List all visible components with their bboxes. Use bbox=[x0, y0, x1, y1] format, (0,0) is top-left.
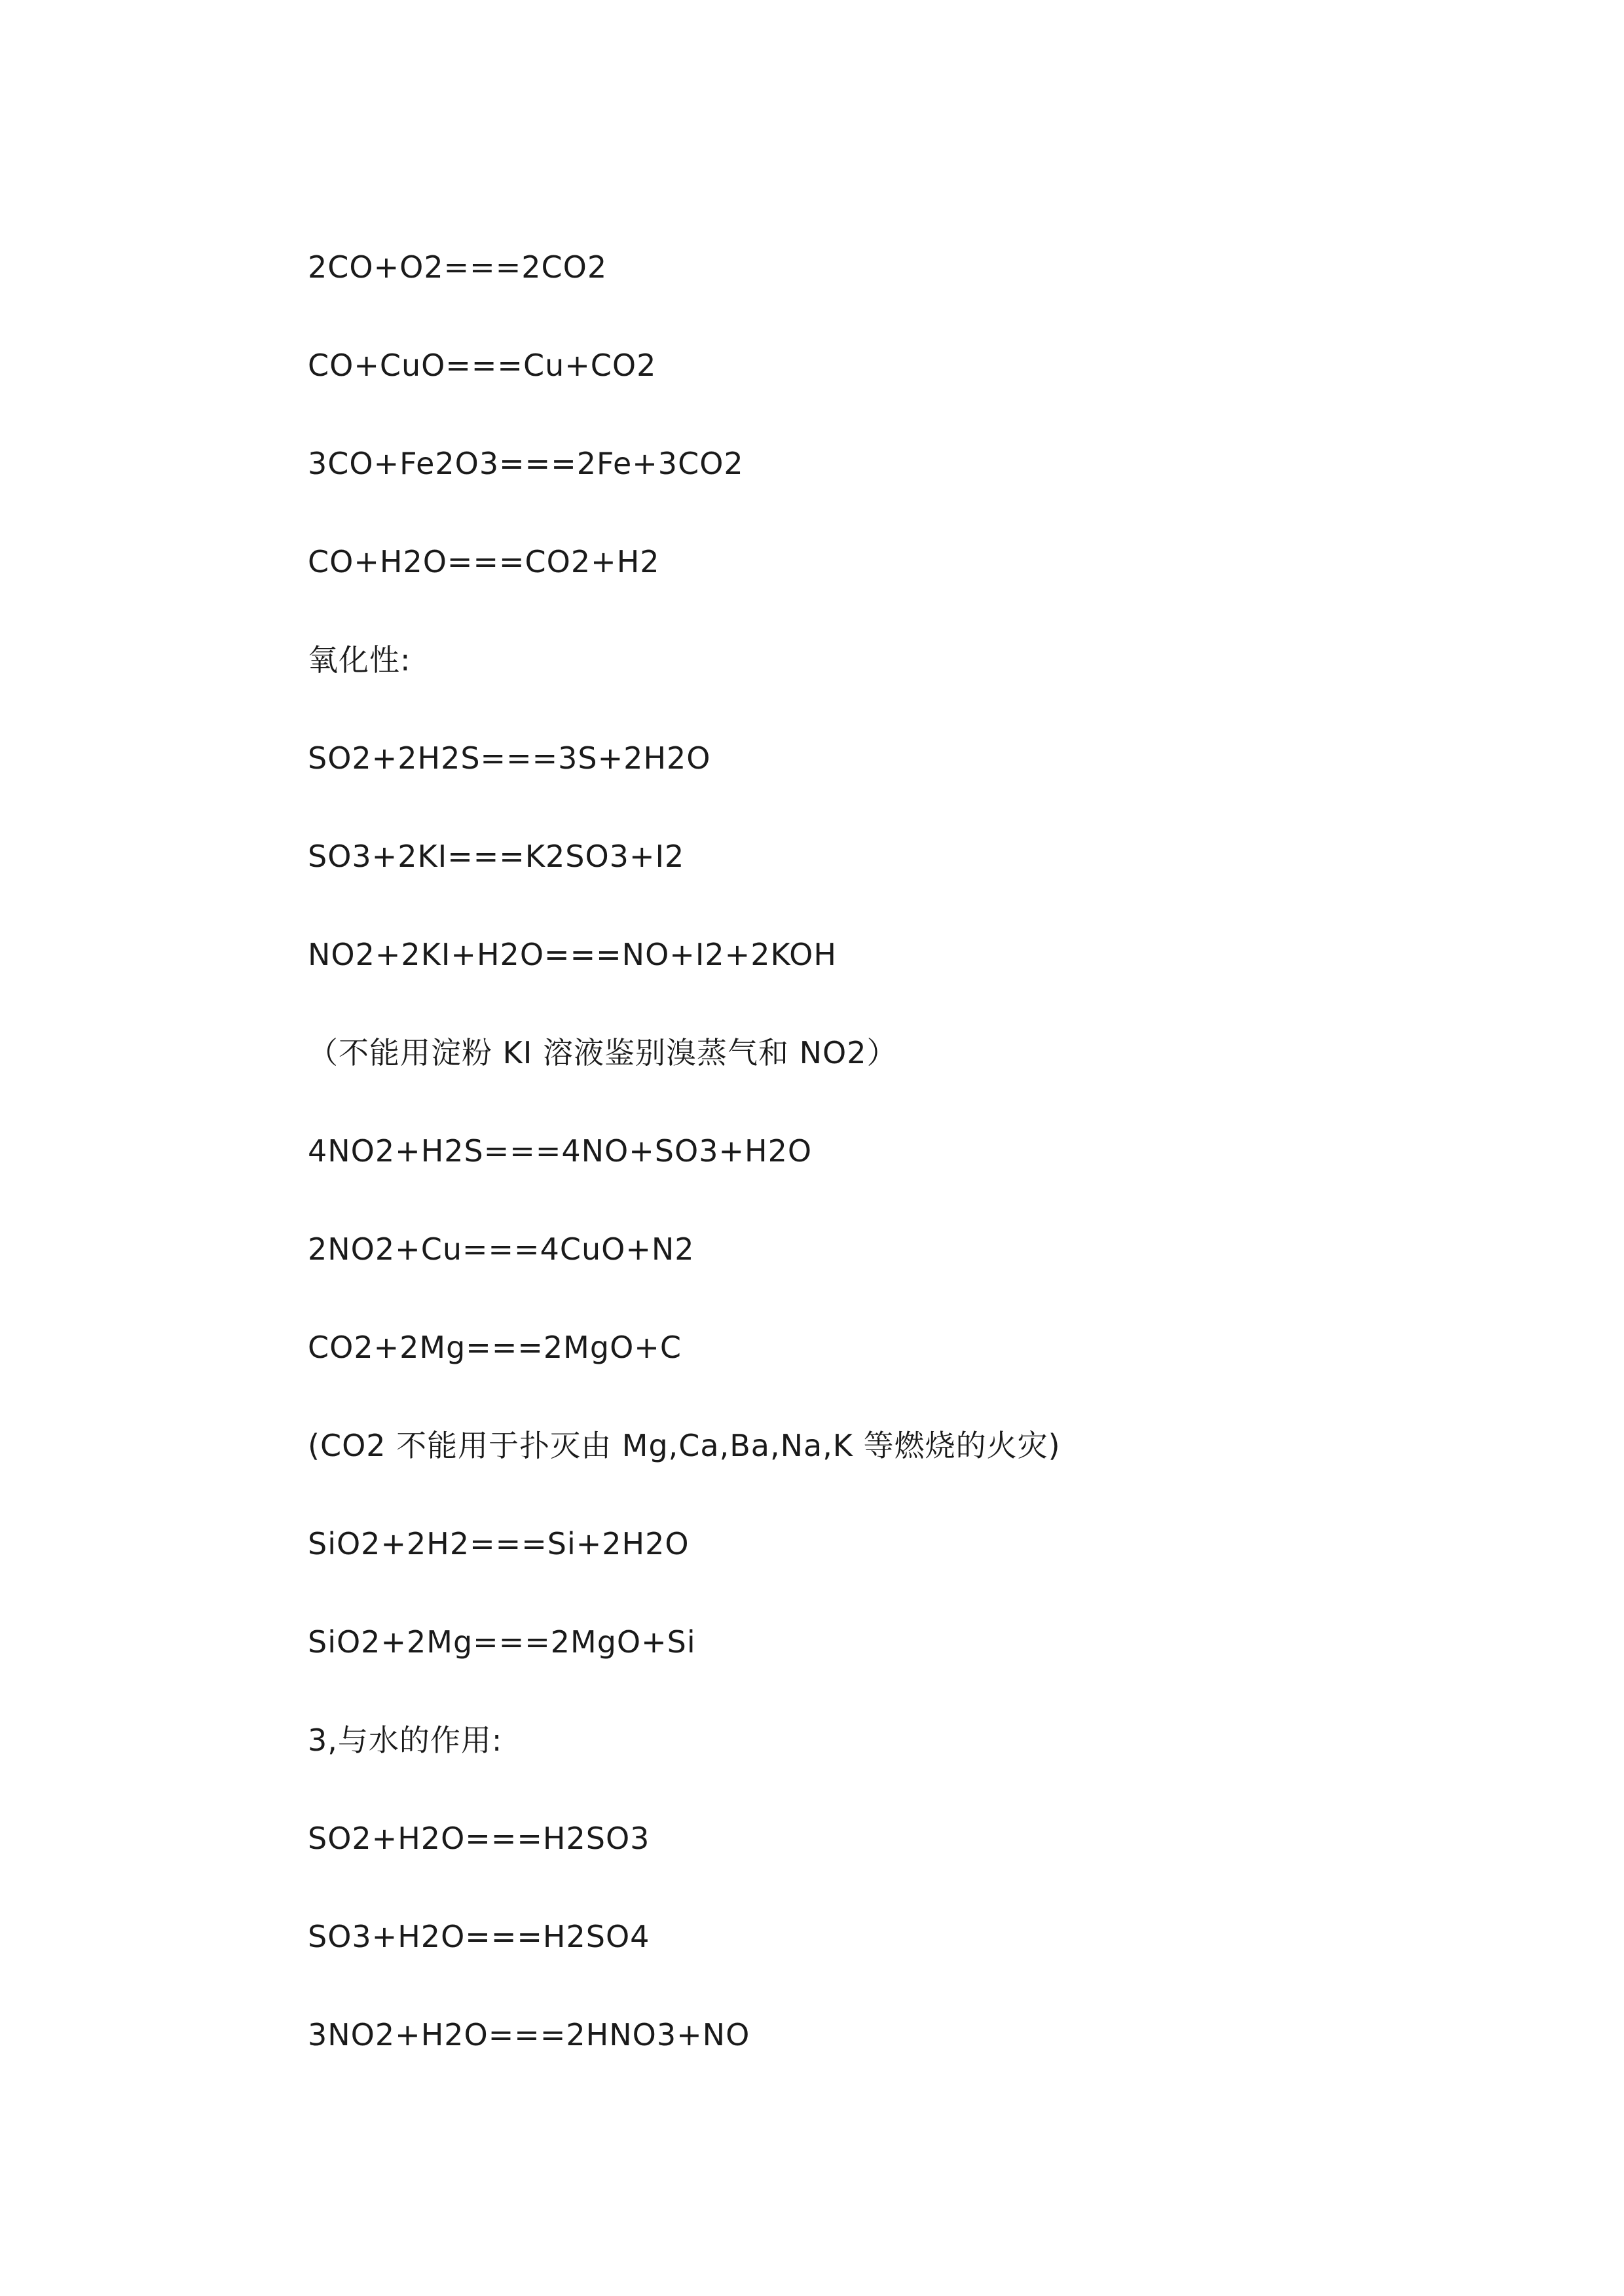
equation-line: 3NO2+H2O===2HNO3+NO bbox=[308, 2017, 750, 2052]
equation-line: SiO2+2Mg===2MgO+Si bbox=[308, 1624, 696, 1660]
section-heading: 3,与水的作用: bbox=[308, 1722, 503, 1758]
equation-line: 3CO+Fe2O3===2Fe+3CO2 bbox=[308, 446, 744, 481]
equation-line: 4NO2+H2S===4NO+SO3+H2O bbox=[308, 1133, 813, 1169]
section-heading: 氧化性: bbox=[308, 642, 411, 678]
note-line: （不能用淀粉 KI 溶液鉴别溴蒸气和 NO2） bbox=[308, 1035, 898, 1070]
equation-line: CO2+2Mg===2MgO+C bbox=[308, 1330, 682, 1365]
equation-line: SiO2+2H2===Si+2H2O bbox=[308, 1526, 690, 1561]
equation-line: 2CO+O2===2CO2 bbox=[308, 249, 608, 285]
equation-line: CO+H2O===CO2+H2 bbox=[308, 544, 660, 579]
equation-line: SO3+2KI===K2SO3+I2 bbox=[308, 839, 685, 874]
note-line: (CO2 不能用于扑灭由 Mg,Ca,Ba,Na,K 等燃烧的火灾) bbox=[308, 1428, 1061, 1463]
document-body bbox=[308, 249, 1356, 2118]
equation-line: SO2+2H2S===3S+2H2O bbox=[308, 740, 711, 776]
equation-line: SO2+H2O===H2SO3 bbox=[308, 1821, 650, 1856]
equation-line: SO3+H2O===H2SO4 bbox=[308, 1919, 650, 1954]
equation-line: 2NO2+Cu===4CuO+N2 bbox=[308, 1231, 695, 1267]
equation-line: CO+CuO===Cu+CO2 bbox=[308, 348, 657, 383]
equation-line: NO2+2KI+H2O===NO+I2+2KOH bbox=[308, 937, 837, 972]
